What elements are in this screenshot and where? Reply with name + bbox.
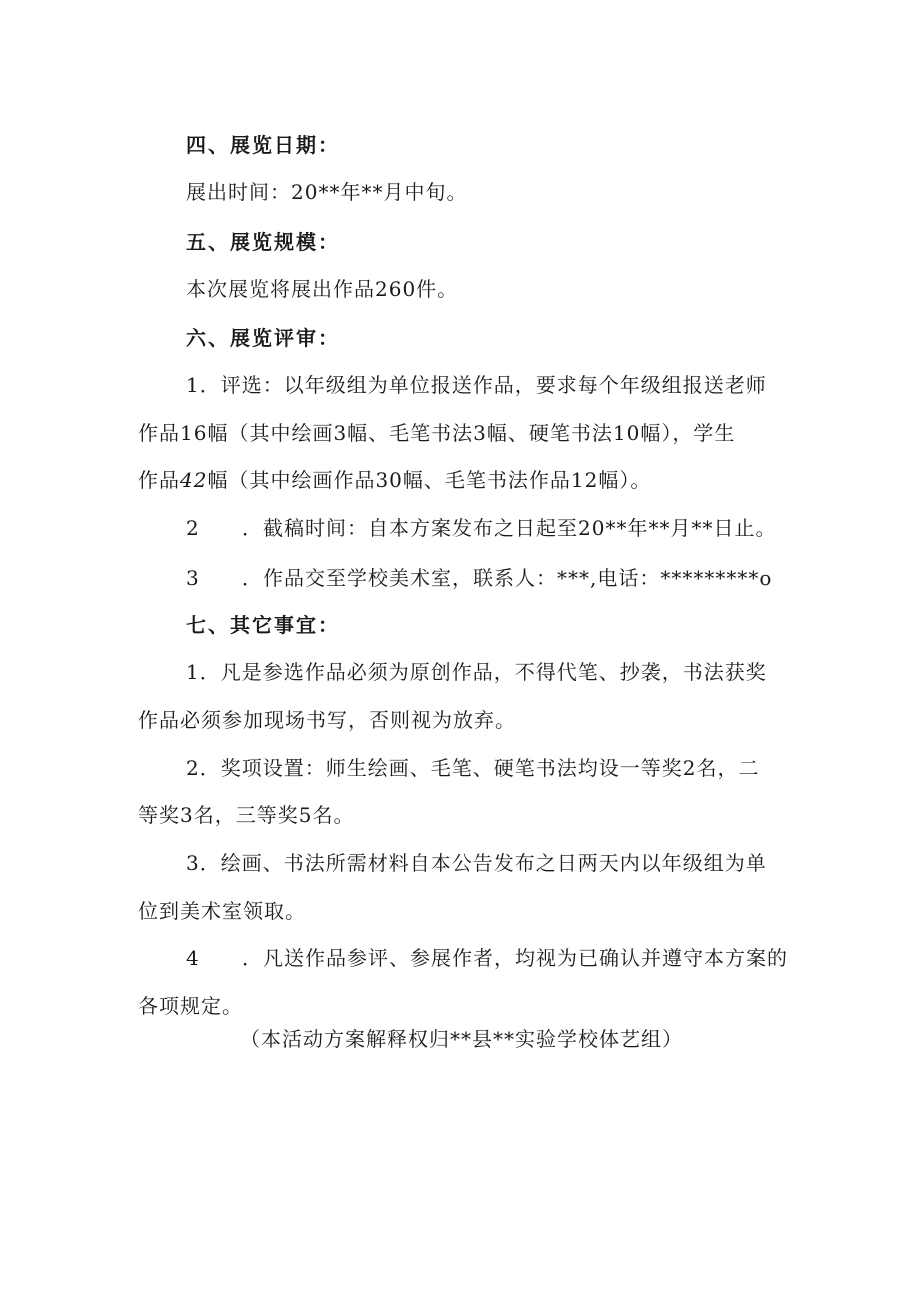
other-item-2-line-1: 2．奖项设置：师生绘画、毛笔、硬笔书法均设一等奖2名，二 (186, 756, 760, 780)
section-7-heading: 七、其它事宜： (186, 613, 340, 637)
other-item-1-line-1: 1．凡是参选作品必须为原创作品，不得代笔、抄袭，书法获奖 (186, 660, 767, 684)
review-item-2 (186, 514, 776, 542)
other-item-2-line-2: 等奖3名，三等奖5名。 (138, 803, 355, 827)
review-item-3 (186, 564, 772, 592)
review-item-1-line-3-prefix: 作品 (138, 468, 180, 492)
other-item-4-line-2: 各项规定。 (138, 994, 243, 1018)
review-item-3-number: 3 (186, 566, 200, 590)
other-item-4-number: 4 (186, 946, 200, 970)
exhibition-scale-text: 本次展览将展出作品260件。 (186, 277, 459, 301)
review-item-1-line-2: 作品16幅（其中绘画3幅、毛笔书法3幅、硬笔书法10幅），学生 (138, 421, 736, 445)
review-item-2-number: 2 (186, 516, 200, 540)
review-item-2-text: ．截稿时间：自本方案发布之日起至20**年**月**日止。 (242, 516, 777, 540)
student-work-count: 42 (180, 468, 208, 492)
review-item-3-text: ．作品交至学校美术室，联系人：***,电话：*********o (242, 566, 773, 590)
footer-note: （本活动方案解释权归**县**实验学校体艺组） (240, 1027, 683, 1051)
section-4-heading: 四、展览日期： (186, 133, 340, 157)
other-item-4-line-1 (186, 944, 788, 972)
other-item-4-text: ．凡送作品参评、参展作者，均视为已确认并遵守本方案的 (242, 946, 788, 970)
exhibition-date-text: 展出时间：20**年**月中旬。 (186, 180, 468, 204)
review-item-1-line-1: 1．评选：以年级组为单位报送作品，要求每个年级组报送老师 (186, 373, 767, 397)
section-5-heading: 五、展览规模： (186, 230, 340, 254)
other-item-3-line-2: 位到美术室领取。 (138, 899, 306, 923)
review-item-1-line-3 (138, 466, 651, 494)
other-item-1-line-2: 作品必须参加现场书写，否则视为放弃。 (138, 708, 516, 732)
other-item-3-line-1: 3．绘画、书法所需材料自本公告发布之日两天内以年级组为单 (186, 851, 767, 875)
review-item-1-line-3-suffix: 幅（其中绘画作品30幅、毛笔书法作品12幅）。 (207, 468, 652, 492)
section-6-heading: 六、展览评审： (186, 326, 340, 350)
